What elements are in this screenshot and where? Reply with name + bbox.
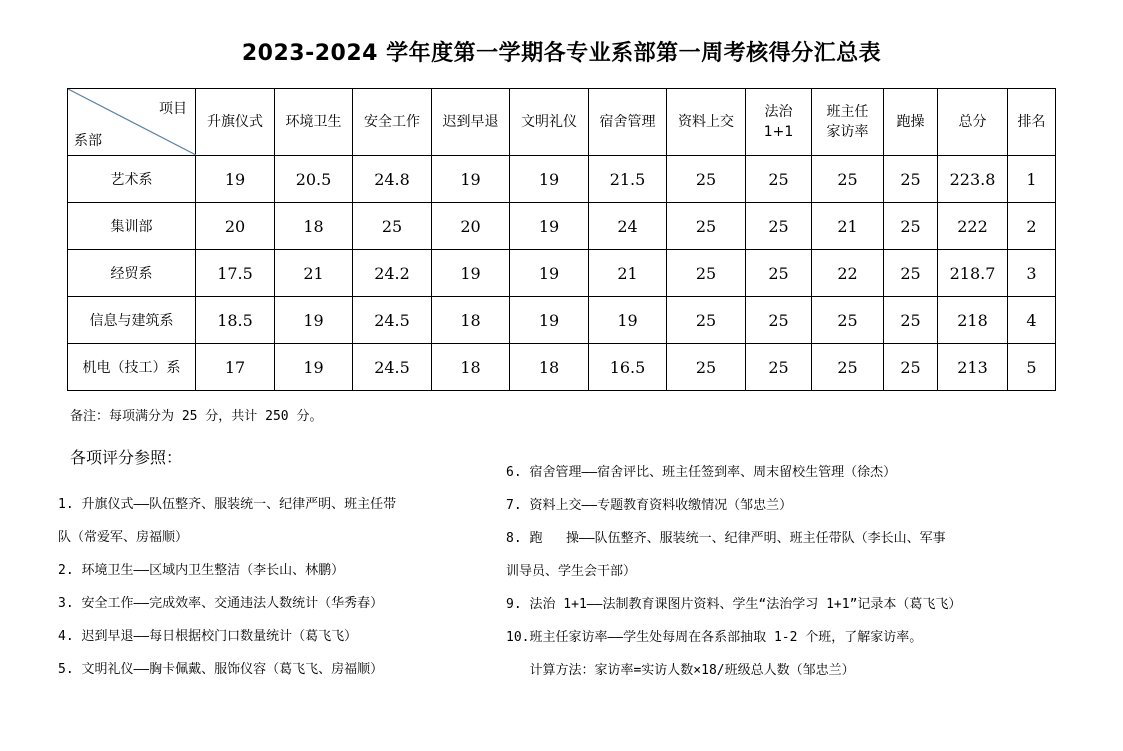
score-cell: 18.5 [196,297,275,344]
column-header: 环境卫生 [275,89,353,156]
column-header: 跑操 [884,89,938,156]
score-cell: 24.2 [353,250,432,297]
table-row [68,203,1056,250]
score-cell: 19 [275,344,353,391]
score-cell: 18 [432,297,510,344]
table-row [68,156,1056,203]
column-header: 班主任 家访率 [812,89,884,156]
score-cell: 25 [746,344,812,391]
criteria-line: 队（常爱军、房福顺） [58,530,189,545]
score-cell: 19 [510,203,589,250]
score-cell: 1 [1008,156,1056,203]
column-header: 总分 [938,89,1008,156]
score-cell: 4 [1008,297,1056,344]
score-cell: 19 [510,156,589,203]
score-cell: 19 [432,156,510,203]
score-cell: 18 [510,344,589,391]
score-cell: 25 [884,344,938,391]
table-row [68,344,1056,391]
criteria-line: 8. 跑 操——队伍整齐、服装统一、纪律严明、班主任带队（李长山、军事 [506,531,946,546]
score-cell: 19 [510,250,589,297]
score-cell: 19 [589,297,667,344]
score-cell: 18 [275,203,353,250]
score-cell: 25 [746,297,812,344]
dept-cell: 经贸系 [68,250,196,297]
column-header: 法治 1+1 [746,89,812,156]
criteria-line: 7. 资料上交——专题教育资料收缴情况（邹忠兰） [506,498,793,513]
score-cell: 2 [1008,203,1056,250]
score-cell: 25 [667,250,746,297]
column-header: 安全工作 [353,89,432,156]
score-cell: 19 [432,250,510,297]
criteria-line: 5. 文明礼仪——胸卡佩戴、服饰仪容（葛飞飞、房福顺） [58,662,384,677]
score-cell: 24.5 [353,297,432,344]
score-cell: 223.8 [938,156,1008,203]
score-cell: 25 [812,297,884,344]
criteria-line: 3. 安全工作——完成效率、交通违法人数统计（华秀春） [58,596,384,611]
column-header: 迟到早退 [432,89,510,156]
dept-cell: 艺术系 [68,156,196,203]
score-cell: 222 [938,203,1008,250]
score-cell: 21 [275,250,353,297]
criteria-line: 计算方法：家访率=实访人数×18/班级总人数（邹忠兰） [506,663,855,678]
note: 备注：每项满分为 25 分，共计 250 分。 [70,409,323,424]
column-header: 文明礼仪 [510,89,589,156]
score-cell: 218.7 [938,250,1008,297]
score-cell: 3 [1008,250,1056,297]
score-cell: 25 [746,250,812,297]
criteria-line: 10.班主任家访率——学生处每周在各系部抽取 1-2 个班，了解家访率。 [506,630,923,645]
criteria-line: 训导员、学生会干部） [506,564,637,579]
criteria-line: 6. 宿舍管理——宿舍评比、班主任签到率、周末留校生管理（徐杰） [506,465,897,480]
score-cell: 25 [667,156,746,203]
dept-cell: 集训部 [68,203,196,250]
score-cell: 213 [938,344,1008,391]
score-cell: 20 [196,203,275,250]
score-cell: 25 [667,344,746,391]
table-body [68,156,1056,391]
score-cell: 18 [432,344,510,391]
score-cell: 25 [746,203,812,250]
score-cell: 218 [938,297,1008,344]
header-row [68,89,1056,156]
score-table [67,88,1056,391]
score-cell: 19 [510,297,589,344]
criteria-line: 1. 升旗仪式——队伍整齐、服装统一、纪律严明、班主任带 [58,497,397,512]
score-cell: 25 [812,344,884,391]
page-title: 2023-2024 学年度第一学期各专业系部第一周考核得分汇总表 [241,41,882,66]
score-cell: 20 [432,203,510,250]
score-cell: 25 [667,203,746,250]
table-row [68,250,1056,297]
score-cell: 25 [884,156,938,203]
score-cell: 25 [667,297,746,344]
score-cell: 21.5 [589,156,667,203]
criteria-line: 9. 法治 1+1——法制教育课图片资料、学生“法治学习 1+1”记录本（葛飞飞） [506,597,962,612]
score-cell: 17.5 [196,250,275,297]
score-cell: 21 [589,250,667,297]
score-cell: 25 [812,156,884,203]
score-cell: 22 [812,250,884,297]
corner-header-cell [68,89,196,156]
score-cell: 25 [884,203,938,250]
score-cell: 19 [196,156,275,203]
score-cell: 25 [353,203,432,250]
column-header: 资料上交 [667,89,746,156]
score-cell: 21 [812,203,884,250]
dept-cell: 机电（技工）系 [68,344,196,391]
score-cell: 20.5 [275,156,353,203]
score-cell: 16.5 [589,344,667,391]
score-cell: 25 [884,250,938,297]
column-header: 升旗仪式 [196,89,275,156]
column-header: 排名 [1008,89,1056,156]
score-cell: 24 [589,203,667,250]
dept-cell: 信息与建筑系 [68,297,196,344]
criteria-line: 4. 迟到早退——每日根据校门口数量统计（葛飞飞） [58,629,358,644]
column-header: 宿舍管理 [589,89,667,156]
table-row [68,297,1056,344]
score-cell: 24.8 [353,156,432,203]
score-cell: 5 [1008,344,1056,391]
corner-label-item: 项目 [159,101,187,117]
corner-label-dept: 系部 [74,133,102,149]
score-cell: 17 [196,344,275,391]
reference-title: 各项评分参照： [70,448,183,467]
score-cell: 25 [746,156,812,203]
score-cell: 19 [275,297,353,344]
score-cell: 25 [884,297,938,344]
criteria-line: 2. 环境卫生——区域内卫生整洁（李长山、林鹏） [58,563,345,578]
score-cell: 24.5 [353,344,432,391]
